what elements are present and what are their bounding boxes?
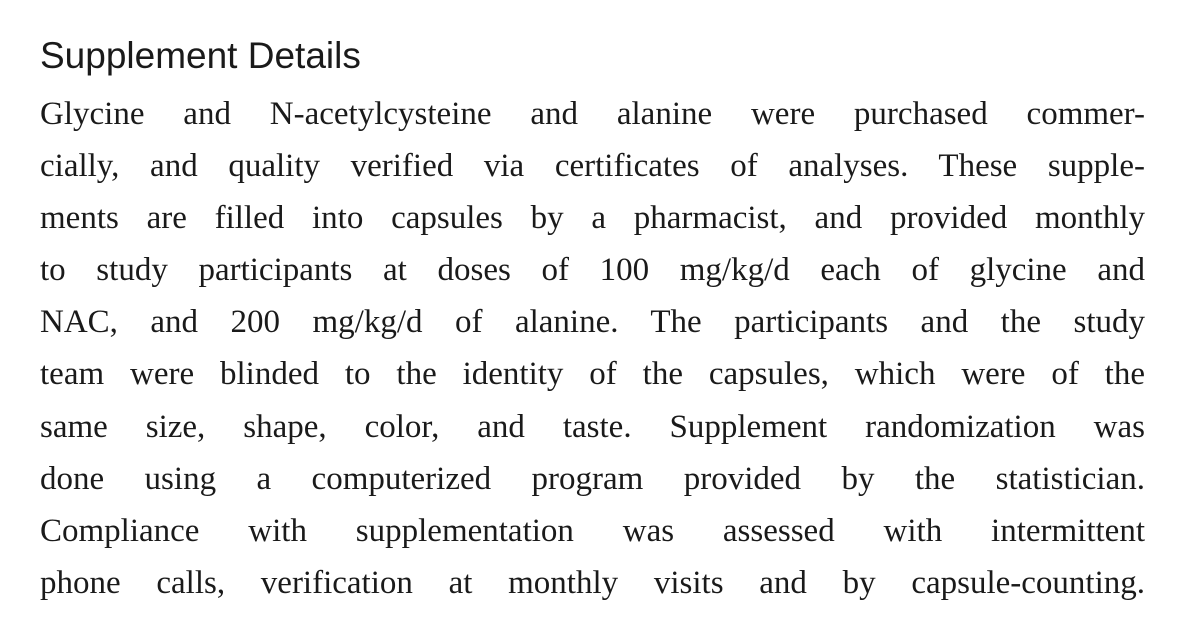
section-heading: Supplement Details bbox=[40, 35, 361, 76]
body-paragraph bbox=[40, 88, 1145, 609]
paragraph-line: team were blinded to the identity of the capsules, which were of the bbox=[40, 356, 1145, 393]
paragraph-line: same size, shape, color, and taste. Supplement randomization was bbox=[40, 408, 1145, 445]
paragraph-line: phone calls, verification at monthly visits and by capsule-counting. bbox=[40, 564, 1145, 601]
paragraph-line: to study participants at doses of 100 mg/kg/d each of glycine and bbox=[40, 252, 1145, 289]
paragraph-line: Compliance with supplementation was assessed with intermittent bbox=[40, 512, 1145, 549]
paragraph-line: done using a computerized program provided by the statistician. bbox=[40, 460, 1145, 497]
paragraph-line: ments are filled into capsules by a pharmacist, and provided monthly bbox=[40, 200, 1145, 237]
paragraph-line: Glycine and N-acetylcysteine and alanine were purchased commer- bbox=[40, 96, 1145, 132]
paragraph-line: cially, and quality verified via certificates of analyses. These supple- bbox=[40, 148, 1145, 185]
paragraph-line: NAC, and 200 mg/kg/d of alanine. The participants and the study bbox=[40, 304, 1145, 341]
